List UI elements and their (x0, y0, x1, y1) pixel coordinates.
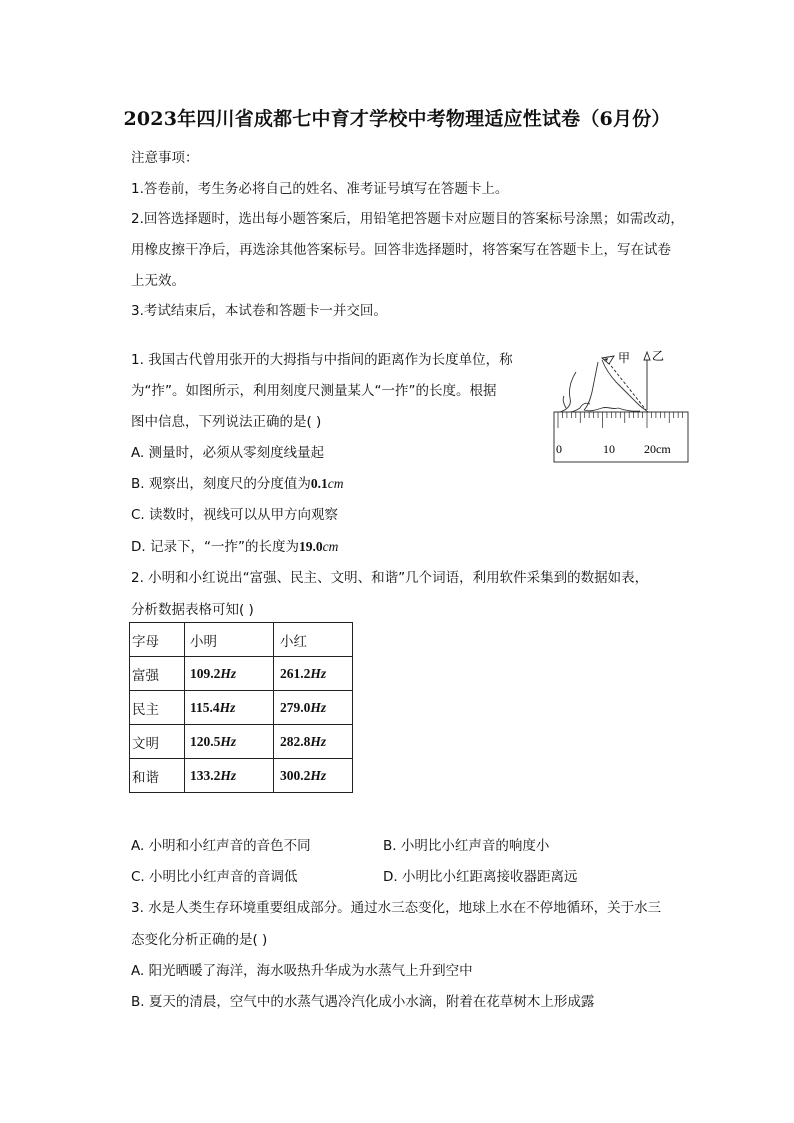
sight-line-jia (608, 362, 646, 410)
q3-option-a: A. 阳光晒暖了海洋，海水吸热升华成为水蒸气上升到空中 (131, 963, 473, 979)
q1-option-a: A. 测量时，必须从零刻度线量起 (131, 445, 325, 461)
q1-stem-line: 图中信息，下列说法正确的是( ) (131, 414, 322, 430)
hong-value: 279.0 (280, 699, 311, 715)
hong-value: 300.2 (280, 767, 311, 783)
q1-option-d-unit: cm (322, 539, 339, 554)
hong-value: 282.8 (280, 733, 311, 749)
q1-option-b-value: 0.1 (310, 476, 328, 491)
q1-option-c: C. 读数时，视线可以从甲方向观察 (131, 507, 339, 523)
q3-option-b: B. 夏天的清晨，空气中的水蒸气遇冷汽化成小水滴，附着在花草树木上形成露 (131, 994, 595, 1010)
q2-option-a: A. 小明和小红声音的音色不同 (131, 838, 311, 854)
notes-line: 3.考试结束后，本试卷和答题卡一并交回。 (131, 303, 387, 319)
table-cell-ming (185, 725, 274, 759)
label-jia: 甲 (618, 351, 631, 365)
q1-stem-line: 1. 我国古代曾用张开的大拇指与中指间的距离作为长度单位，称 (131, 352, 513, 368)
q3-stem-line: 3. 水是人类生存环境重要组成部分。通过水三态变化，地球上水在不停地循环，关于水三 (131, 900, 662, 916)
q1-option-d-text: D. 记录下，“一拃”的长度为 (131, 539, 299, 555)
table-header: 小红 (274, 623, 353, 657)
notes-line: 2.回答选择题时，选出每小题答案后，用铅笔把答题卡对应题目的答案标号涂黑；如需改动， (131, 211, 684, 227)
ruler-label-10: 10 (603, 442, 615, 456)
q1-option-d (131, 535, 338, 555)
q3-stem-line: 态变化分析正确的是( ) (131, 932, 268, 948)
eye-jia-icon (602, 356, 614, 364)
q1-ruler-figure (552, 348, 692, 466)
hand-sketch (560, 360, 648, 413)
table-row (130, 657, 353, 691)
notes-line: 用橡皮擦干净后，再选涂其他答案标号。回答非选择题时，将答案写在答题卡上，写在试卷 (131, 242, 671, 258)
notes-line: 上无效。 (131, 273, 185, 289)
unit-label: Hz (219, 699, 236, 715)
table-cell-word: 和谐 (130, 759, 185, 793)
q1-stem-line: 为“拃”。如图所示，利用刻度尺测量某人“一拃”的长度。根据 (131, 383, 497, 399)
table-cell-word: 文明 (130, 725, 185, 759)
unit-label: Hz (310, 767, 327, 783)
table-row (130, 759, 353, 793)
table-cell-hong (274, 725, 353, 759)
table-header-row (130, 623, 353, 657)
q2-stem-line: 2. 小明和小红说出“富强、民主、文明、和谐”几个词语，利用软件采集到的数据如表， (131, 570, 649, 586)
table-cell-hong (274, 657, 353, 691)
q1-option-b-unit: cm (327, 476, 344, 491)
unit-label: Hz (220, 665, 237, 681)
q1-option-b (131, 472, 343, 492)
table-row (130, 691, 353, 725)
q1-option-d-value: 19.0 (298, 539, 323, 554)
q2-option-b: B. 小明比小红声音的响度小 (383, 838, 550, 854)
table-cell-word: 民主 (130, 691, 185, 725)
table-cell-ming (185, 759, 274, 793)
sight-lines (608, 360, 647, 410)
notes-heading: 注意事项： (131, 150, 199, 166)
table-cell-hong (274, 759, 353, 793)
hong-value: 261.2 (280, 665, 311, 681)
table-row (130, 725, 353, 759)
ming-value: 109.2 (190, 665, 221, 681)
unit-label: Hz (220, 767, 237, 783)
unit-label: Hz (310, 733, 327, 749)
table-cell-word: 富强 (130, 657, 185, 691)
label-yi: 乙 (652, 349, 665, 363)
eye-yi-icon (644, 352, 650, 360)
table-cell-hong (274, 691, 353, 725)
q2-stem-line: 分析数据表格可知( ) (131, 602, 254, 618)
notes-line: 1.答卷前，考生务必将自己的姓名、准考证号填写在答题卡上。 (131, 181, 509, 197)
table-header: 小明 (185, 623, 274, 657)
q2-data-table (129, 622, 353, 793)
page-title: 2023年四川省成都七中育才学校中考物理适应性试卷（6月份） (123, 108, 671, 130)
q2-option-c: C. 小明比小红声音的音调低 (131, 869, 298, 885)
unit-label: Hz (310, 699, 327, 715)
ming-value: 133.2 (190, 767, 221, 783)
table-header: 字母 (130, 623, 185, 657)
table-cell-ming (185, 657, 274, 691)
q2-option-d: D. 小明比小红距离接收器距离远 (383, 869, 578, 885)
unit-label: Hz (310, 665, 327, 681)
ruler-label-20: 20cm (644, 442, 671, 456)
unit-label: Hz (220, 733, 237, 749)
q1-option-b-text: B. 观察出，刻度尺的分度值为 (131, 476, 311, 492)
ruler-label-0: 0 (556, 442, 562, 456)
table-cell-ming (185, 691, 274, 725)
ming-value: 120.5 (190, 733, 221, 749)
ming-value: 115.4 (190, 699, 220, 715)
